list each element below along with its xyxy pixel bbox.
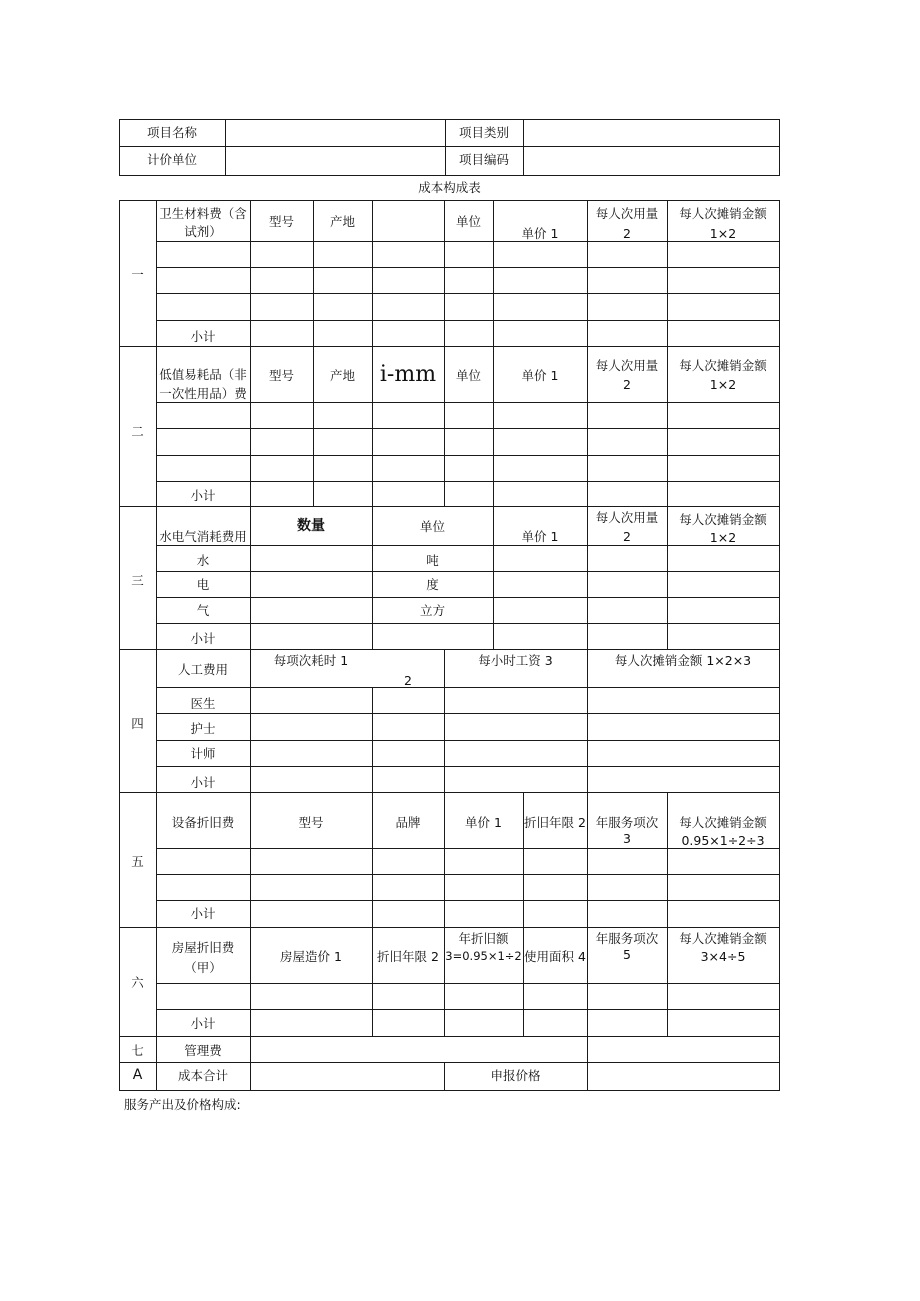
utility-row-unit: 度	[426, 577, 439, 592]
utility-row-name: 水	[196, 553, 210, 568]
col-usage-index: 2	[623, 377, 631, 392]
project-name-label: 项目名称	[146, 125, 197, 140]
col-unit-price: 单价 1	[521, 529, 559, 544]
subtotal-label: 小计	[190, 775, 216, 790]
col-unit-price: 单价 1	[521, 226, 559, 241]
section-number: 五	[131, 854, 144, 869]
col-model: 型号	[268, 214, 294, 229]
col-annual-depreciation-formula: 3=0.95×1÷2	[445, 949, 522, 963]
section-title: 卫生材料费（含	[159, 206, 247, 221]
col-unit: 单位	[455, 368, 481, 383]
col-hourly-wage: 每小时工资 3	[478, 653, 553, 668]
col-depreciation-years: 折旧年限 2	[377, 949, 439, 964]
subtotal-label: 小计	[190, 906, 216, 921]
col-amortized-formula: 0.95×1÷2÷3	[681, 833, 765, 848]
section-title-cont: 试剂）	[184, 224, 222, 239]
section-number: 七	[131, 1043, 144, 1058]
section-number: 一	[131, 267, 144, 282]
subtotal-label: 小计	[190, 1016, 216, 1031]
col-amortized-amount: 每人次摊销金额	[679, 358, 767, 373]
col-depreciation-years: 折旧年限 2	[524, 815, 586, 830]
col-time-index: 2	[404, 673, 412, 688]
col-origin: 产地	[329, 214, 355, 229]
col-unit-price: 单价 1	[521, 368, 559, 383]
col-annual-services: 年服务项次	[595, 815, 659, 830]
section-title-cont: 一次性用品）费	[159, 386, 247, 401]
section-number: 六	[131, 975, 144, 990]
utility-row-name: 气	[196, 603, 210, 618]
section-title: 低值易耗品（非	[159, 367, 247, 382]
section-title: 设备折旧费	[171, 815, 235, 830]
staff-row-name: 计师	[190, 746, 216, 761]
col-amortized-amount: 每人次摊销金额	[679, 512, 767, 527]
col-annual-services-index: 3	[623, 831, 631, 846]
declared-price-label: 申报价格	[490, 1068, 541, 1083]
section-title-cont: （甲）	[184, 960, 222, 975]
section-number: A	[132, 1067, 143, 1083]
scan-artifact-text: i-mm	[379, 362, 437, 387]
col-amortized-formula: 1×2	[709, 530, 737, 545]
subtotal-label: 小计	[190, 488, 216, 503]
col-annual-depreciation: 年折旧额	[458, 931, 509, 946]
col-amortized-formula: 1×2	[709, 377, 737, 392]
col-quantity: 数量	[297, 518, 325, 534]
col-brand: 品牌	[395, 815, 421, 830]
pricing-unit-label: 计价单位	[146, 152, 197, 167]
subtotal-label: 小计	[190, 631, 216, 646]
section-title: 人工费用	[177, 662, 228, 677]
total-cost-label: 成本合计	[177, 1068, 228, 1083]
staff-row-name: 护士	[190, 721, 216, 736]
col-amortized-amount: 每人次摊销金额	[679, 815, 767, 830]
col-usage: 每人次用量	[595, 206, 659, 221]
section-number: 三	[131, 573, 144, 588]
project-code-label: 项目编码	[458, 152, 509, 167]
col-amortized-amount: 每人次摊销金额	[679, 206, 767, 221]
col-annual-services: 年服务项次	[595, 931, 659, 946]
footer-note: 服务产出及价格构成:	[124, 1097, 241, 1112]
utility-row-unit: 立方	[419, 603, 445, 618]
col-usage-area: 使用面积 4	[524, 949, 586, 964]
table-caption: 成本构成表	[418, 180, 481, 195]
col-usage: 每人次用量	[595, 510, 659, 525]
col-amortized-amount: 每人次摊销金额 1×2×3	[614, 653, 752, 668]
section-number: 四	[131, 716, 144, 731]
col-unit: 单位	[455, 214, 481, 229]
col-building-cost: 房屋造价 1	[280, 949, 342, 964]
project-category-label: 项目类别	[458, 125, 509, 140]
section-title: 房屋折旧费	[171, 940, 235, 955]
col-amortized-formula: 3×4÷5	[700, 949, 746, 964]
management-fee-label: 管理费	[184, 1043, 222, 1058]
utility-row-unit: 吨	[426, 553, 439, 568]
col-amortized-amount: 每人次摊销金额	[679, 931, 767, 946]
section-number: 二	[131, 424, 144, 439]
col-time-per-item: 每项次耗时 1	[273, 653, 349, 668]
col-model: 型号	[268, 368, 294, 383]
col-origin: 产地	[329, 368, 355, 383]
col-unit: 单位	[419, 519, 445, 534]
utility-row-name: 电	[196, 577, 210, 592]
col-usage-index: 2	[623, 226, 631, 241]
col-unit-price: 单价 1	[465, 815, 502, 830]
col-usage: 每人次用量	[595, 358, 659, 373]
subtotal-label: 小计	[190, 329, 216, 344]
col-amortized-formula: 1×2	[709, 226, 737, 241]
col-annual-services-index: 5	[623, 947, 631, 962]
section-title: 水电气消耗费用	[159, 529, 247, 544]
staff-row-name: 医生	[190, 696, 216, 711]
col-usage-index: 2	[623, 529, 631, 544]
col-model: 型号	[298, 815, 324, 830]
